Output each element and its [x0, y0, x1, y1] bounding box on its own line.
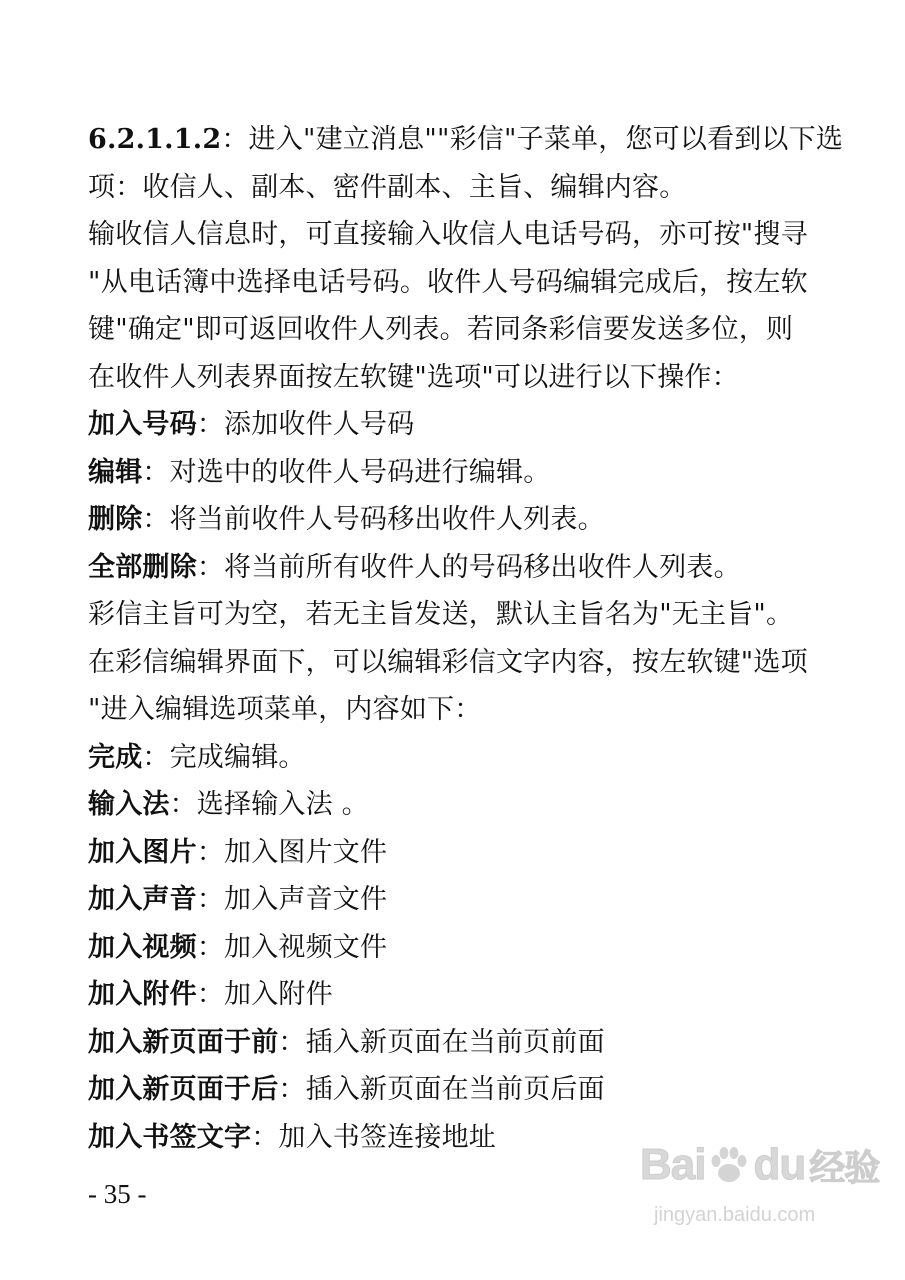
- line-text: ：加入书签连接地址: [251, 1121, 497, 1153]
- text-line: [88, 259, 808, 307]
- text-line: [88, 971, 808, 1019]
- menu-term: 加入号码: [88, 409, 197, 440]
- page-number: - 35 -: [88, 1179, 147, 1209]
- text-line: [88, 591, 808, 639]
- text-line: [88, 449, 808, 497]
- line-text: ：加入视频文件: [196, 931, 388, 963]
- line-text: ：加入声音文件: [196, 884, 388, 915]
- text-line: [88, 1066, 808, 1114]
- line-text: ：进入"建立消息""彩信"子菜单，您可以看到以下选: [221, 124, 844, 155]
- menu-term: 编辑: [88, 456, 143, 488]
- line-text: ：加入图片文件: [196, 836, 388, 868]
- menu-term: 加入声音: [88, 884, 197, 915]
- line-text: 输收信人信息时，可直接输入收信人电话号码，亦可按"搜寻: [88, 219, 808, 250]
- menu-term: 加入新页面于后: [88, 1074, 279, 1105]
- text-line: [88, 829, 808, 877]
- line-text: ：选择输入法 。: [169, 789, 369, 820]
- line-text: "进入编辑选项菜单，内容如下：: [88, 694, 482, 725]
- baidu-jingyan-watermark: [640, 1130, 880, 1250]
- menu-term: 输入法: [88, 789, 170, 820]
- watermark-logo-right: du: [753, 1140, 806, 1189]
- text-line: [88, 306, 808, 354]
- line-text: ：完成编辑。: [142, 741, 306, 773]
- line-text: ：插入新页面在当前页后面: [278, 1074, 605, 1105]
- text-line: [88, 354, 808, 402]
- text-line: [88, 639, 808, 687]
- text-line: [88, 924, 808, 972]
- document-body: [88, 116, 844, 1161]
- menu-term: 加入附件: [88, 979, 197, 1010]
- text-line: [88, 401, 808, 449]
- menu-term: 完成: [88, 741, 143, 773]
- line-text: "从电话簿中选择电话号码。收件人号码编辑完成后，按左软: [88, 266, 808, 298]
- text-line: [88, 544, 808, 592]
- text-line: [88, 164, 808, 212]
- line-text: 项：收信人、副本、密件副本、主旨、编辑内容。: [88, 171, 687, 203]
- menu-term: 6.2.1.1.2: [88, 124, 222, 155]
- line-text: ：添加收件人号码: [196, 409, 415, 440]
- line-text: 在收件人列表界面按左软键"选项"可以进行以下操作：: [88, 361, 739, 393]
- text-line: [88, 496, 808, 544]
- menu-term: 加入新页面于前: [88, 1026, 279, 1058]
- text-line: [88, 734, 808, 782]
- line-text: ：将当前所有收件人的号码移出收件人列表。: [196, 551, 741, 583]
- text-line: [88, 1019, 808, 1067]
- line-text: 在彩信编辑界面下，可以编辑彩信文字内容，按左软键"选项: [88, 646, 808, 678]
- line-text: ：对选中的收件人号码进行编辑。: [142, 456, 551, 488]
- menu-term: 加入书签文字: [88, 1121, 252, 1153]
- line-text: 键"确定"即可返回收件人列表。若同条彩信要发送多位，则: [88, 314, 794, 345]
- line-text: 彩信主旨可为空，若无主旨发送，默认主旨名为"无主旨"。: [88, 599, 794, 630]
- text-line: [88, 116, 844, 164]
- text-line: [88, 686, 808, 734]
- text-line: [88, 781, 808, 829]
- watermark-logo-left: Bai: [640, 1140, 706, 1189]
- text-line: [88, 876, 808, 924]
- menu-term: 加入图片: [88, 836, 197, 868]
- menu-term: 删除: [88, 504, 143, 535]
- line-text: ：加入附件: [196, 979, 333, 1010]
- text-line: [88, 211, 808, 259]
- watermark-logo-cn: 经验: [809, 1147, 880, 1189]
- menu-term: 加入视频: [88, 931, 197, 963]
- line-text: ：插入新页面在当前页前面: [278, 1026, 605, 1058]
- watermark-url: jingyan.baidu.com: [654, 1204, 816, 1226]
- line-text: ：将当前收件人号码移出收件人列表。: [142, 504, 605, 535]
- paw-icon: [707, 1143, 751, 1187]
- menu-term: 全部删除: [88, 551, 197, 583]
